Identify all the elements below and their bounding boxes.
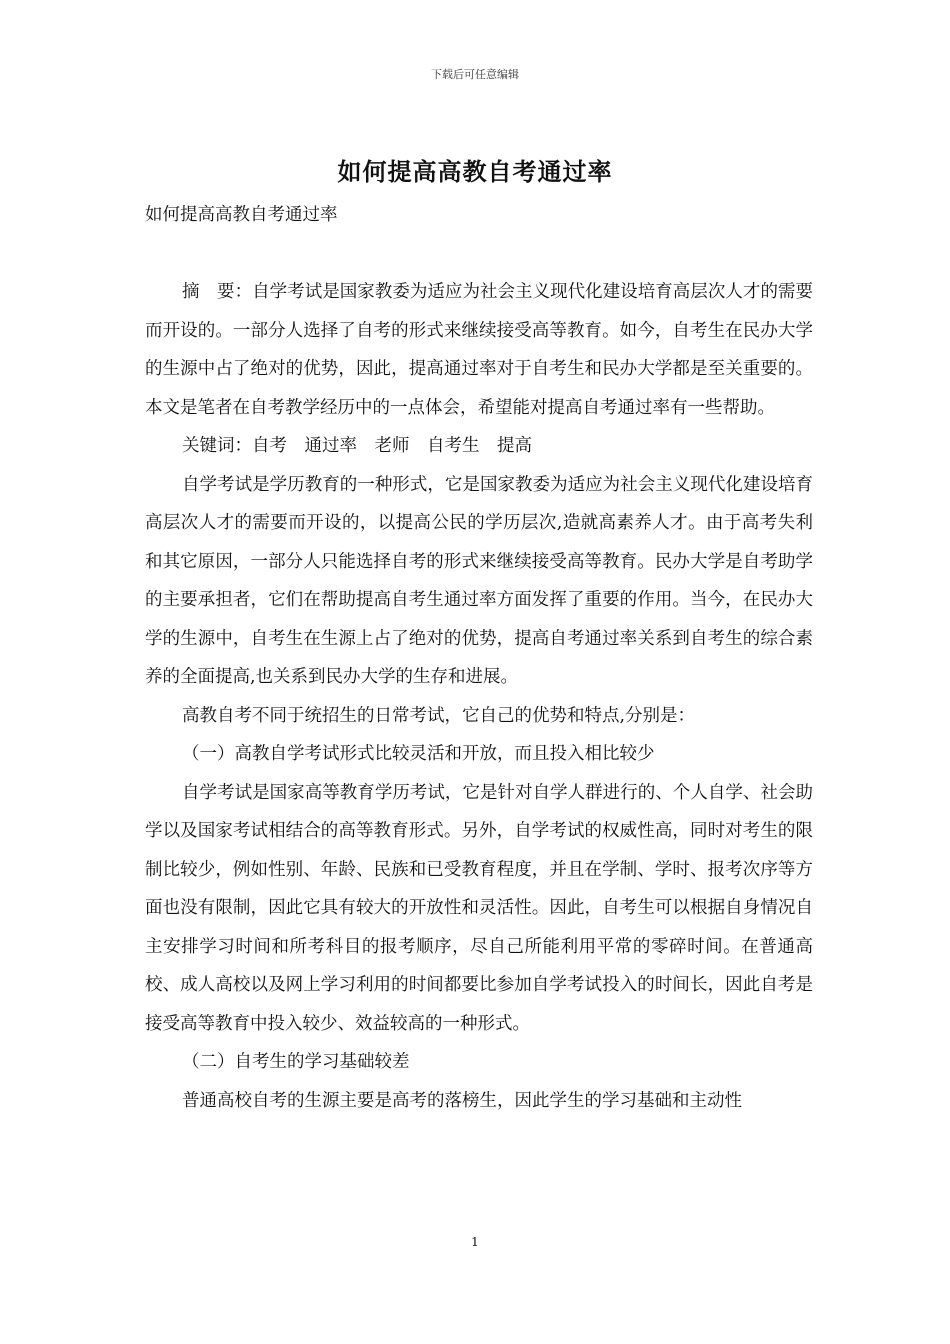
document-title: 如何提高高教自考通过率 [337, 157, 613, 186]
section-heading: （一）高教自学考试形式比较灵活和开放，而且投入相比较少 [182, 744, 655, 764]
keywords-paragraph: 关键词：自考 通过率 老师 自考生 提高 [182, 436, 532, 456]
page-header-note: 下载后可任意编辑 [431, 68, 519, 81]
page-number: 1 [471, 1235, 479, 1249]
document-subtitle: 如何提高高教自考通过率 [145, 205, 338, 225]
document-body [145, 196, 813, 1120]
section-heading: （二）自考生的学习基础较差 [182, 1052, 410, 1072]
body-paragraph: 普通高校自考的生源主要是高考的落榜生，因此学生的学习基础和主动性 [182, 1090, 742, 1111]
body-paragraph: 自学考试是国家高等教育学历考试，它是针对自学人群进行的、个人自学、社会助学以及国家考试相结合的高等教育形式。另外，自学考试的权威性高，同时对考生的限制比较少，例如性别、年龄、民族和已受教育程度，并且在学制、学时、报考次序等方面也没有限制，因此它具有较大的开放性和灵活性。因此，自考生可以根据自身情况自主安排学习时间和所考科目的报考顺序，尽自己所能利用平常的零碎时间。在普通高校、成人高校以及网上学习利用的时间都要比参加自学考试投入的时间长，因此自考是接受高等教育中投入较少、效益较高的一种形式。 [145, 782, 813, 1034]
body-paragraph: 自学考试是学历教育的一种形式，它是国家教委为适应为社会主义现代化建设培育高层次人才的需要而开设的，以提高公民的学历层次,造就高素养人才。由于高考失利和其它原因，一部分人只能选择自考的形式来继续接受高等教育。民办大学是自考助学的主要承担者，它们在帮助提高自考生通过率方面发挥了重要的作用。当今，在民办大学的生源中，自考生在生源上占了绝对的优势，提高自考通过率关系到自考生的综合素养的全面提高,也关系到民办大学的生存和进展。 [145, 474, 813, 687]
abstract-paragraph: 摘 要：自学考试是国家教委为适应为社会主义现代化建设培育高层次人才的需要而开设的。一部分人选择了自考的形式来继续接受高等教育。如今，自考生在民办大学的生源中占了绝对的优势，因此，提高通过率对于自考生和民办大学都是至关重要的。本文是笔者在自考教学经历中的一点体会，希望能对提高自考通过率有一些帮助。 [145, 282, 813, 418]
blank-line [145, 235, 813, 274]
body-paragraph: 高教自考不同于统招生的日常考试，它自己的优势和特点,分别是： [182, 705, 696, 726]
